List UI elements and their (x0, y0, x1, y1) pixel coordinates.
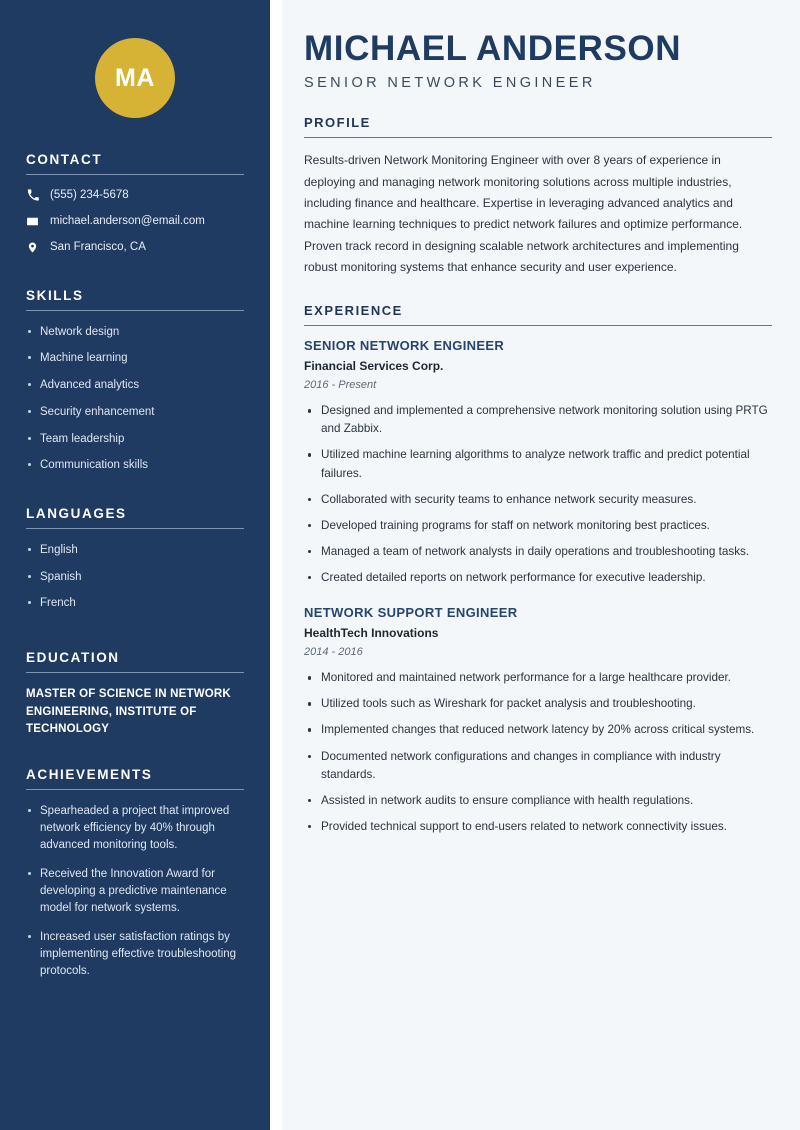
experience-entry (304, 338, 772, 587)
main-section-experience (304, 303, 772, 836)
list-item: Provided technical support to end-users related to network connectivity issues. (304, 818, 772, 836)
main-section-profile (304, 115, 772, 279)
divider (26, 672, 244, 673)
job-role-subtitle: SENIOR NETWORK ENGINEER (304, 74, 596, 91)
contact-value-location: San Francisco, CA (50, 240, 146, 253)
column-gap (270, 0, 282, 1130)
contact-item-email[interactable] (26, 214, 244, 229)
divider (26, 310, 244, 311)
spacer (0, 266, 270, 288)
avatar (95, 38, 175, 118)
list-item: Security enhancement (26, 404, 244, 421)
list-item: Collaborated with security teams to enhance network security measures. (304, 491, 772, 509)
languages-list (26, 542, 244, 612)
spacer (0, 622, 270, 650)
main-heading-profile: PROFILE (304, 114, 371, 130)
spacer (0, 484, 270, 506)
list-item: French (26, 595, 244, 612)
list-item: Utilized tools such as Wireshark for packet analysis and troubleshooting. (304, 695, 772, 713)
sidebar-section-contact (0, 152, 270, 255)
experience-entry (304, 605, 772, 836)
sidebar-section-achievements (0, 767, 270, 979)
contact-item-phone[interactable] (26, 188, 244, 203)
contact-value-phone: (555) 234-5678 (50, 189, 129, 201)
list-item: Monitored and maintained network performance for a large healthcare provider. (304, 669, 772, 687)
list-item: Spearheaded a project that improved network efficiency by 40% through advanced monitoring tools. (26, 803, 244, 853)
sidebar-heading-skills: SKILLS (26, 287, 84, 303)
job-dates: 2016 - Present (304, 379, 377, 392)
divider (26, 528, 244, 529)
sidebar-heading-contact: CONTACT (26, 152, 103, 167)
page-title: MICHAEL ANDERSON (304, 29, 682, 68)
list-item: Utilized machine learning algorithms to analyze network traffic and predict potential failures. (304, 446, 772, 482)
job-bullets (304, 402, 772, 587)
list-item: Communication skills (26, 457, 244, 474)
phone-icon (26, 189, 39, 201)
job-company: Financial Services Corp. (304, 359, 444, 374)
list-item: Increased user satisfaction ratings by implementing effective troubleshooting protocols. (26, 929, 244, 979)
sidebar-heading-education: EDUCATION (26, 649, 120, 665)
sidebar-section-education (0, 650, 270, 739)
job-title: NETWORK SUPPORT ENGINEER (304, 605, 518, 621)
sidebar-heading-languages: LANGUAGES (26, 505, 127, 521)
skills-list (26, 324, 244, 474)
job-title: SENIOR NETWORK ENGINEER (304, 338, 505, 354)
list-item: English (26, 542, 244, 559)
location-pin-icon (26, 241, 39, 254)
divider (26, 174, 244, 175)
list-item: Designed and implemented a comprehensive network monitoring solution using PRTG and Zabbix. (304, 402, 772, 438)
job-dates: 2014 - 2016 (304, 646, 363, 659)
avatar-initials: MA (115, 63, 155, 92)
main-heading-experience: EXPERIENCE (304, 302, 403, 318)
education-degree: MASTER OF SCIENCE IN NETWORK ENGINEERING, INSTITUTE OF TECHNOLOGY (26, 687, 231, 736)
contact-item-location[interactable] (26, 240, 244, 255)
avatar-container (0, 0, 270, 152)
list-item: Advanced analytics (26, 377, 244, 394)
sidebar-section-languages (0, 506, 270, 612)
profile-text: Results-driven Network Monitoring Engineer with over 8 years of experience in deploying and managing network monitoring solutions across multiple industries, including finance and healthcare. Expertise in leveraging advanced analytics and machine learning techniques to predict network failures and optimize performance. Proven track record in designing scalable network architectures and implementing robust monitoring systems that enhance security and user experience. (304, 153, 743, 275)
contact-value-email: michael.anderson@email.com (50, 214, 205, 227)
job-company: HealthTech Innovations (304, 626, 439, 641)
list-item: Created detailed reports on network performance for executive leadership. (304, 569, 772, 587)
sidebar-heading-achievements: ACHIEVEMENTS (26, 767, 153, 783)
list-item: Developed training programs for staff on network monitoring best practices. (304, 517, 772, 535)
divider (304, 137, 772, 139)
list-item: Received the Innovation Award for developing a predictive maintenance model for network systems. (26, 866, 244, 916)
list-item: Implemented changes that reduced network latency by 20% across critical systems. (304, 721, 772, 739)
divider (304, 325, 772, 327)
job-bullets (304, 669, 772, 836)
list-item: Team leadership (26, 431, 244, 448)
envelope-icon (26, 215, 39, 228)
list-item: Documented network configurations and changes in compliance with industry standards. (304, 748, 772, 784)
list-item: Machine learning (26, 350, 244, 367)
list-item: Network design (26, 324, 244, 341)
spacer (0, 739, 270, 767)
sidebar-section-skills (0, 288, 270, 474)
list-item: Managed a team of network analysts in daily operations and troubleshooting tasks. (304, 543, 772, 561)
contact-list (26, 188, 244, 255)
list-item: Assisted in network audits to ensure compliance with health regulations. (304, 792, 772, 810)
divider (26, 789, 244, 790)
sidebar (0, 0, 270, 1130)
main-content (282, 0, 800, 1130)
list-item: Spanish (26, 569, 244, 586)
achievements-list (26, 803, 244, 979)
